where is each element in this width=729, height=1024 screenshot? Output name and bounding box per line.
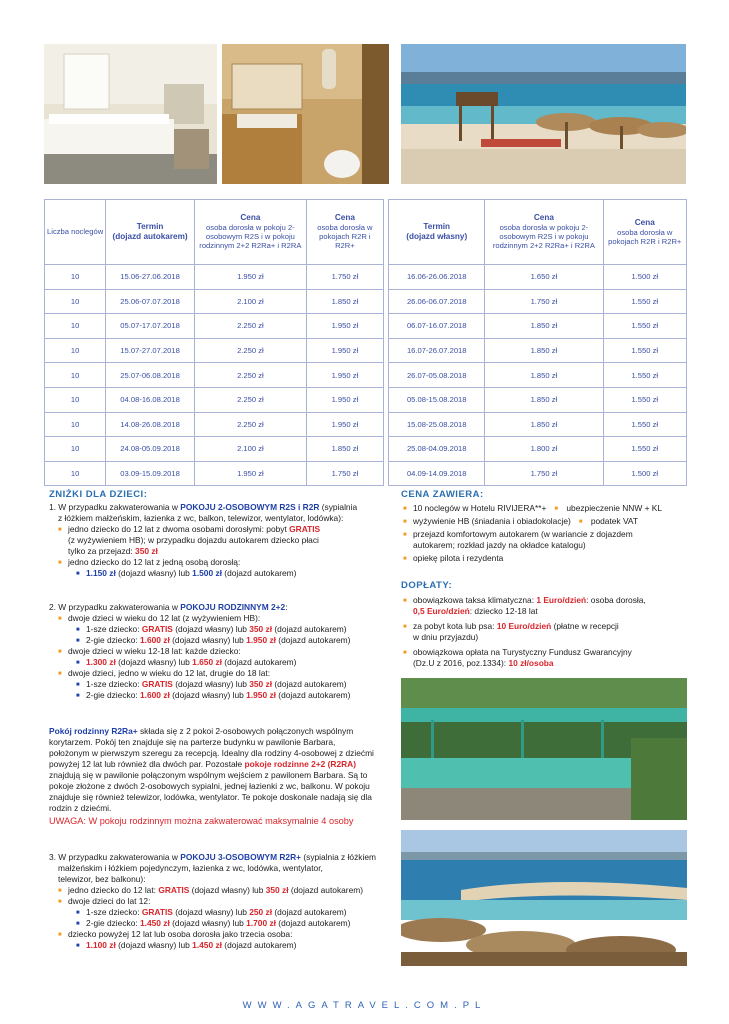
table-cell: 1.550 zł xyxy=(603,412,686,437)
table-row xyxy=(45,412,687,437)
table-cell: 10 xyxy=(45,387,106,412)
hotel-terrace-photo xyxy=(401,678,687,820)
list-item: ■ opiekę pilota i rezydenta xyxy=(403,553,693,564)
col-price-c-header: Cena osoba dorosła w pokoju 2-osobowym R2S i w pokoju rodzinnym 2+2 R2Ra+ i R2RA xyxy=(485,200,603,265)
table-header-row xyxy=(45,200,687,265)
list-item: ■ dwoje dzieci do lat 12: ■ 1-sze dziecko: GRATIS (dojazd własny) lub 250 zł (dojazd autokarem) ■ 2-gie dziecko: 1.450 zł (dojazd własny) lub 1.700 zł (dojazd autokarem) xyxy=(58,896,391,929)
table-cell: 10 xyxy=(45,314,106,339)
family-room-warning: UWAGA: W pokoju rodzinnym można zakwaterować maksymalnie 4 osoby xyxy=(49,816,354,826)
table-cell: 1.750 zł xyxy=(485,461,603,486)
table-cell: 1.950 zł xyxy=(194,265,306,290)
table-row xyxy=(45,461,687,486)
table-row xyxy=(45,265,687,290)
list-item: ■ obowiązkowa taksa klimatyczna: 1 Euro/dzień: osoba dorosła, 0,5 Euro/dzień: dziecko 12-18 lat xyxy=(403,595,693,617)
table-cell: 15.08-25.08.2018 xyxy=(389,412,485,437)
table-cell: 1.850 zł xyxy=(485,412,603,437)
table-cell: 26.06-06.07.2018 xyxy=(389,289,485,314)
table-cell: 2.250 zł xyxy=(194,387,306,412)
list-item: ■ 1-sze dziecko: GRATIS (dojazd własny) lub 350 zł (dojazd autokarem) xyxy=(76,624,389,635)
table-cell: 10 xyxy=(45,412,106,437)
coast-umbrellas-photo xyxy=(401,830,687,966)
col-term-own-header: Termin (dojazd własny) xyxy=(389,200,485,265)
discounts-section-1: 1. W przypadku zakwaterowania w POKOJU 2-OSOBOWYM R2S i R2R (sypialnia z łóżkiem małżeńskim, łazienka z wc, balkon, telewizor, wentylator, lodówka): ■ jedno dziecko do 12 lat z dwoma osobami dorosłymi: pobyt GRATIS (z wyżywieniem HB); w przypadku dojazdu autokarem dziecko płaci tylko za przejazd: 350 zł ■ jedno dziecko do 12 lat z jedną osobą dorosłą: ■ 1.150 zł (dojazd własny) lub 1.500 zł (dojazd autokarem) xyxy=(49,502,389,579)
list-item: ■ jedno dziecko do 12 lat: GRATIS (dojazd własny) lub 350 zł (dojazd autokarem) xyxy=(58,885,391,896)
table-cell: 1.850 zł xyxy=(485,363,603,388)
table-cell: 2.250 zł xyxy=(194,314,306,339)
table-cell: 1.850 zł xyxy=(485,314,603,339)
table-cell: 1.850 zł xyxy=(306,437,383,462)
table-cell: 15.06-27.06.2018 xyxy=(106,265,195,290)
includes-title: CENA ZAWIERA: xyxy=(401,489,484,500)
table-cell: 2.100 zł xyxy=(194,289,306,314)
includes-list xyxy=(403,503,693,564)
table-cell: 10 xyxy=(45,265,106,290)
table-cell: 1.550 zł xyxy=(603,338,686,363)
table-row xyxy=(45,437,687,462)
table-cell: 2.250 zł xyxy=(194,412,306,437)
table-cell: 10 xyxy=(45,437,106,462)
table-cell: 16.07-26.07.2018 xyxy=(389,338,485,363)
table-cell: 1.800 zł xyxy=(485,437,603,462)
table-cell: 10 xyxy=(45,289,106,314)
table-cell: 1.850 zł xyxy=(306,289,383,314)
list-item: ■ za pobyt kota lub psa: 10 Euro/dzień (płatne w recepcji w dniu przyjazdu) xyxy=(403,621,693,643)
list-item: ■ 1.150 zł (dojazd własny) lub 1.500 zł (dojazd autokarem) xyxy=(76,568,389,579)
col-price-d-header: Cena osoba dorosła w pokojach R2R i R2R+ xyxy=(603,200,686,265)
col-price-b-header: Cena osoba dorosła w pokojach R2R i R2R+ xyxy=(306,200,383,265)
table-cell: 1.950 zł xyxy=(306,314,383,339)
price-table xyxy=(44,199,687,486)
table-row xyxy=(45,363,687,388)
col-term-bus-header: Termin (dojazd autokarem) xyxy=(106,200,195,265)
table-cell: 04.08-16.08.2018 xyxy=(106,387,195,412)
hotel-bedroom-photo xyxy=(44,44,217,184)
table-cell: 10 xyxy=(45,461,106,486)
table-cell: 24.08-05.09.2018 xyxy=(106,437,195,462)
table-cell: 1.650 zł xyxy=(485,265,603,290)
list-item: ■ 2-gie dziecko: 1.600 zł (dojazd własny) lub 1.950 zł (dojazd autokarem) xyxy=(76,635,389,646)
table-cell: 1.950 zł xyxy=(306,387,383,412)
list-item: ■ jedno dziecko do 12 lat z jedną osobą dorosłą: ■ 1.150 zł (dojazd własny) lub 1.500 zł (dojazd autokarem) xyxy=(58,557,389,579)
list-item: ■ obowiązkowa opłata na Turystyczny Fundusz Gwarancyjny (Dz.U z 2016, poz.1334): 10 zł/osoba xyxy=(403,647,693,669)
table-cell: 26.07-05.08.2018 xyxy=(389,363,485,388)
table-cell: 16.06-26.06.2018 xyxy=(389,265,485,290)
table-cell: 1.500 zł xyxy=(603,265,686,290)
list-item: ■ dwoje dzieci w wieku do 12 lat (z wyżywieniem HB): ■ 1-sze dziecko: GRATIS (dojazd własny) lub 350 zł (dojazd autokarem) ■ 2-gie dziecko: 1.600 zł (dojazd własny) lub 1.950 zł (dojazd autokarem) xyxy=(58,613,389,646)
table-cell: 1.550 zł xyxy=(603,437,686,462)
footer-website-url: WWW.AGATRAVEL.COM.PL xyxy=(242,1000,487,1011)
table-cell: 25.07-06.08.2018 xyxy=(106,363,195,388)
discounts-title: ZNIŻKI DLA DZIECI: xyxy=(49,489,148,500)
table-cell: 1.850 zł xyxy=(485,387,603,412)
list-item: ■ dziecko powyżej 12 lat lub osoba dorosła jako trzecia osoba: ■ 1.100 zł (dojazd własny) lub 1.450 zł (dojazd autokarem) xyxy=(58,929,391,951)
table-cell: 25.06-07.07.2018 xyxy=(106,289,195,314)
list-item: ■ 1-sze dziecko: GRATIS (dojazd własny) lub 250 zł (dojazd autokarem) xyxy=(76,907,391,918)
table-cell: 1.550 zł xyxy=(603,387,686,412)
table-cell: 05.08-15.08.2018 xyxy=(389,387,485,412)
list-item: ■ 2-gie dziecko: 1.450 zł (dojazd własny) lub 1.700 zł (dojazd autokarem) xyxy=(76,918,391,929)
table-row xyxy=(45,314,687,339)
table-cell: 2.250 zł xyxy=(194,338,306,363)
col-price-a-header: Cena osoba dorosła w pokoju 2-osobowym R2S i w pokoju rodzinnym 2+2 R2Ra+ i R2RA xyxy=(194,200,306,265)
list-item: ■ 1.100 zł (dojazd własny) lub 1.450 zł (dojazd autokarem) xyxy=(76,940,391,951)
table-cell: 1.950 zł xyxy=(306,338,383,363)
table-cell: 1.950 zł xyxy=(306,363,383,388)
beach-photo xyxy=(401,44,686,184)
table-cell: 1.950 zł xyxy=(194,461,306,486)
table-row xyxy=(45,338,687,363)
list-item: ■ dwoje dzieci, jedno w wieku do 12 lat, drugie do 18 lat: ■ 1-sze dziecko: GRATIS (dojazd własny) lub 350 zł (dojazd autokarem) ■ 2-gie dziecko: 1.600 zł (dojazd własny) lub 1.950 zł (dojazd autokarem) xyxy=(58,668,389,701)
extras-title: DOPŁATY: xyxy=(401,580,453,591)
discounts-section-2: 2. W przypadku zakwaterowania w POKOJU RODZINNYM 2+2: ■ dwoje dzieci w wieku do 12 lat (z wyżywieniem HB): ■ 1-sze dziecko: GRATIS (dojazd własny) lub 350 zł (dojazd autokarem) ■ 2-gie dziecko: 1.600 zł (dojazd własny) lub 1.950 zł (dojazd autokarem) ■ dwoje dzieci w wieku 12-18 lat: każde dziecko: ■ 1.300 zł (dojazd własny) lub 1.650 zł (dojazd autokarem) ■ dwoje dzieci, jedno w wieku do 12 lat, drugie do 18 lat: ■ 1-sze dziecko: GRATIS (dojazd własny) lub 350 zł (dojazd autokarem) ■ 2-gie dziecko: 1.600 zł (dojazd własny) lub 1.950 zł (dojazd autokarem) xyxy=(49,602,389,701)
list-item: ■ przejazd komfortowym autokarem (w wariancie z dojazdem autokarem; rozkład jazdy na okładce katalogu) xyxy=(403,529,693,551)
table-cell: 1.750 zł xyxy=(306,265,383,290)
table-cell: 14.08-26.08.2018 xyxy=(106,412,195,437)
col-nights-header: Liczba noclegów xyxy=(45,200,106,265)
table-cell: 1.750 zł xyxy=(306,461,383,486)
hotel-bathroom-photo xyxy=(222,44,389,184)
table-row xyxy=(45,289,687,314)
table-cell: 1.550 zł xyxy=(603,314,686,339)
table-cell: 25.08-04.09.2018 xyxy=(389,437,485,462)
table-cell: 1.950 zł xyxy=(306,412,383,437)
family-room-description: Pokój rodzinny R2Ra+ składa się z 2 pokoi 2-osobowych połączonych wspólnym korytarzem. Pokój ten znajduje się na parterze budynku w pawilonie Barbara, położonym w pierwszym szeregu za recepcją. Idealny dla rodziny 4-osobowej z dziećmi powyżej 12 lat lub również dla dwóch par. Pozostałe pokoje rodzinne 2+2 (R2RA) znajdują się w pawilonie połączonym wspólnym wejściem z pawilonem Barbara. Są to pokoje złożone z dwóch 2-osobowych sypialni, jednej łazienki z wc, balkonu. W pokoju znajduje się również telewizor, lodówka, wentylator. Te pokoje doskonale nadają się dla rodzin z dziećmi. xyxy=(49,726,374,813)
list-item: ■ 10 noclegów w Hotelu RIVIJERA**+ ■ ubezpieczenie NNW + KL xyxy=(403,503,693,514)
table-cell: 04.09-14.09.2018 xyxy=(389,461,485,486)
list-item: ■ 1.300 zł (dojazd własny) lub 1.650 zł (dojazd autokarem) xyxy=(76,657,389,668)
table-cell: 10 xyxy=(45,363,106,388)
table-cell: 1.850 zł xyxy=(485,338,603,363)
extras-list xyxy=(403,595,693,669)
table-cell: 1.550 zł xyxy=(603,289,686,314)
list-item: ■ 1-sze dziecko: GRATIS (dojazd własny) lub 350 zł (dojazd autokarem) xyxy=(76,679,389,690)
list-item: ■ jedno dziecko do 12 lat z dwoma osobami dorosłymi: pobyt GRATIS (z wyżywieniem HB); w przypadku dojazdu autokarem dziecko płaci tylko za przejazd: 350 zł xyxy=(58,524,389,557)
table-cell: 03.09-15.09.2018 xyxy=(106,461,195,486)
table-cell: 1.550 zł xyxy=(603,363,686,388)
discounts-section-3: 3. W przypadku zakwaterowania w POKOJU 3-OSOBOWYM R2R+ (sypialnia z łóżkiem małżeńskim i łóżkiem pojedynczym, łazienka z wc, lodówka, wentylator, telewizor, bez balkonu): ■ jedno dziecko do 12 lat: GRATIS (dojazd własny) lub 350 zł (dojazd autokarem) ■ dwoje dzieci do lat 12: ■ 1-sze dziecko: GRATIS (dojazd własny) lub 250 zł (dojazd autokarem) ■ 2-gie dziecko: 1.450 zł (dojazd własny) lub 1.700 zł (dojazd autokarem) ■ dziecko powyżej 12 lat lub osoba dorosła jako trzecia osoba: ■ 1.100 zł (dojazd własny) lub 1.450 zł (dojazd autokarem) xyxy=(49,852,391,951)
list-item: ■ wyżywienie HB (śniadania i obiadokolacje) ■ podatek VAT xyxy=(403,516,693,527)
list-item: ■ dwoje dzieci w wieku 12-18 lat: każde dziecko: ■ 1.300 zł (dojazd własny) lub 1.650 zł (dojazd autokarem) xyxy=(58,646,389,668)
table-cell: 2.100 zł xyxy=(194,437,306,462)
table-cell: 05.07-17.07.2018 xyxy=(106,314,195,339)
table-cell: 06.07-16.07.2018 xyxy=(389,314,485,339)
list-item: ■ 2-gie dziecko: 1.600 zł (dojazd własny) lub 1.950 zł (dojazd autokarem) xyxy=(76,690,389,701)
table-cell: 1.500 zł xyxy=(603,461,686,486)
table-cell: 15.07-27.07.2018 xyxy=(106,338,195,363)
table-row xyxy=(45,387,687,412)
table-cell: 10 xyxy=(45,338,106,363)
table-cell: 2.250 zł xyxy=(194,363,306,388)
table-cell: 1.750 zł xyxy=(485,289,603,314)
